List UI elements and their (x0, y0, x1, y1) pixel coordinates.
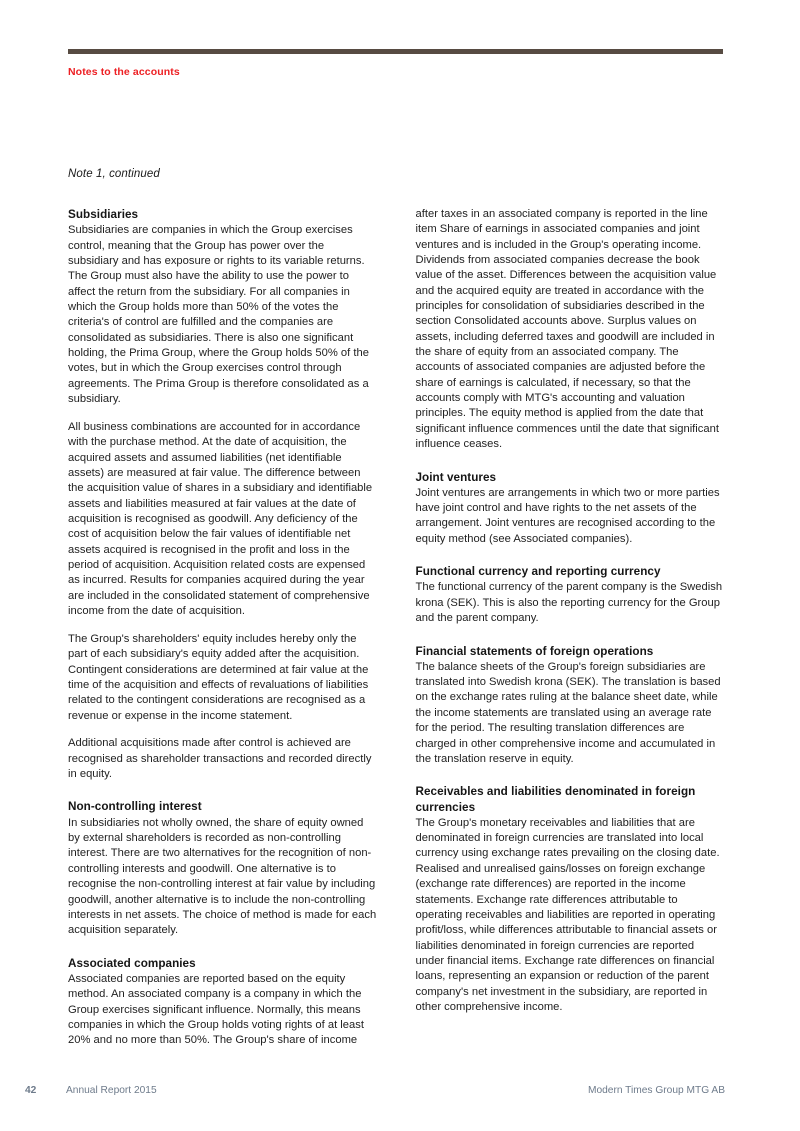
footer-document-title: Annual Report 2015 (66, 1085, 157, 1096)
body-paragraph: The Group's monetary receivables and liabilities that are denominated in foreign currencies are translated into local currency using exchange rates prevailing on the closing date. Realised and unrealised gains/losses on foreign exchange (exchange rate differences) are reported in the income statements. Exchange rate differences attributable to operating receivables and liabilities are reported in operating profit/loss, while differences attributable to financial assets or liabilities denominated in foreign currencies are reported under financial items. Exchange rate differences on financial loans, representing an expansion or reduction of the parent company's net investment in the subsidiary, are reported in other comprehensive income. (415, 816, 720, 1013)
content-section (416, 644, 725, 768)
body-paragraph: The functional currency of the parent company is the Swedish krona (SEK). This is also the reporting currency for the Group and the parent company. (415, 581, 723, 625)
content-section (416, 784, 725, 1015)
page-footer (25, 1085, 725, 1101)
section-heading: Receivables and liabilities denominated in foreign currencies (415, 785, 696, 814)
body-paragraph: Associated companies are reported based on the equity method. An associated company is a company in which the Group exercises significant influence. Normally, this means companies in which the Group holds voting rights of at least 20% and no more than 50%. The Group's share of income (68, 972, 364, 1047)
content-section (68, 956, 377, 1049)
content-section (68, 799, 377, 938)
body-paragraph: The balance sheets of the Group's foreign subsidiaries are translated into Swedish krona (SEK). The translation is based on the exchange rates ruling at the balance sheet date, while the income statements are translated using an average rate for the period. The resulting translation differences are charged in other comprehensive income and accumulated in the translation reserve in equity. (415, 660, 721, 765)
content-section (68, 207, 377, 782)
footer-company-name: Modern Times Group MTG AB (587, 1085, 725, 1096)
section-heading: Joint ventures (415, 470, 497, 484)
section-heading: Financial statements of foreign operations (415, 644, 654, 658)
body-paragraph: Joint ventures are arrangements in which two or more parties have joint control and have rights to the net assets of the arrangement. Joint ventures are recognised according to the equity method (see Associated companies). (415, 486, 720, 545)
column-left (68, 207, 377, 1049)
section-heading: Non-controlling interest (68, 800, 202, 814)
content-section (416, 207, 725, 453)
content-section (416, 564, 725, 626)
body-paragraph: Additional acquisitions made after control is achieved are recognised as shareholder transactions and recorded directly in equity. (68, 737, 372, 781)
column-right (416, 207, 725, 1049)
body-paragraph: All business combinations are accounted for in accordance with the purchase method. At the date of acquisition, the acquired assets and assumed liabilities (net identifiable assets) are measured at fair value. The difference between the acquisition value of shares in a subsidiary and identifiable assets and liabilities measured at fair values at the date of acquisition is recognised as goodwill. Any deficiency of the cost of acquisition below the fair values of identifiable net assets acquired is recognised in the profit and loss in the period of acquisition. Acquisition related costs are expensed as incurred. Results for companies acquired during the year are included in the consolidated statement of comprehensive income from the date of acquisition. (68, 420, 373, 618)
section-heading: Subsidiaries (68, 208, 139, 221)
body-paragraph: The Group's shareholders' equity includes hereby only the part of each subsidiary's equity added after the acquisition. Contingent considerations are determined at fair value at the time of the acquisition and effects of revaluations of liabilities related to the contingent considerations are recognised as a revenue or expense in the income statement. (68, 632, 369, 722)
body-paragraph: In subsidiaries not wholly owned, the share of equity owned by external shareholders is recorded as non-controlling interest. There are two alternatives for the recognition of non-controlling interests and goodwill. One alternative is to recognise the non-controlling interest at fair value by including goodwill, another alternative is to include the non-controlling interests in net assets. The choice of method is made for each acquisition separately. (68, 816, 377, 937)
header-rule (68, 49, 723, 54)
section-heading: Functional currency and reporting currency (415, 565, 661, 579)
note-caption: Note 1, continued (68, 168, 160, 180)
section-label: Notes to the accounts (68, 66, 180, 78)
section-heading: Associated companies (68, 956, 196, 970)
body-paragraph: Subsidiaries are companies in which the Group exercises control, meaning that the Group has power over the subsidiary and has exposure or rights to its variable returns. The Group must also have the ability to use the power to affect the return from the subsidiary. For all companies in which the Group holds more than 50% of the votes the criteria's of control are fulfilled and the companies are consolidated as subsidiaries. There is also one significant holding, the Prima Group, where the Group holds 50% of the votes, but in which the Group exercises control through agreements. The Prima Group is therefore consolidated as a subsidiary. (68, 224, 369, 406)
body-columns (68, 207, 724, 1049)
footer-page-number: 42 (25, 1085, 37, 1096)
content-section (416, 470, 725, 548)
body-paragraph: after taxes in an associated company is reported in the line item Share of earnings in associated companies and joint ventures and is included in the Group's operating income. Dividends from associated companies decrease the book value of the asset. Differences between the acquisition value and the acquired equity are treated in accordance with the principles for consolidation of subsidiaries described in the section Consolidated accounts above. Surplus values on assets, including deferred taxes and goodwill are included in the share of equity from an associated company. The accounts of associated companies are adjusted before the share of earnings is calculated, if necessary, so that the accounts comply with MTG's accounting and valuation principles. The equity method is applied from the date that significant influence commences until the date that significant influence ceases. (415, 208, 719, 451)
